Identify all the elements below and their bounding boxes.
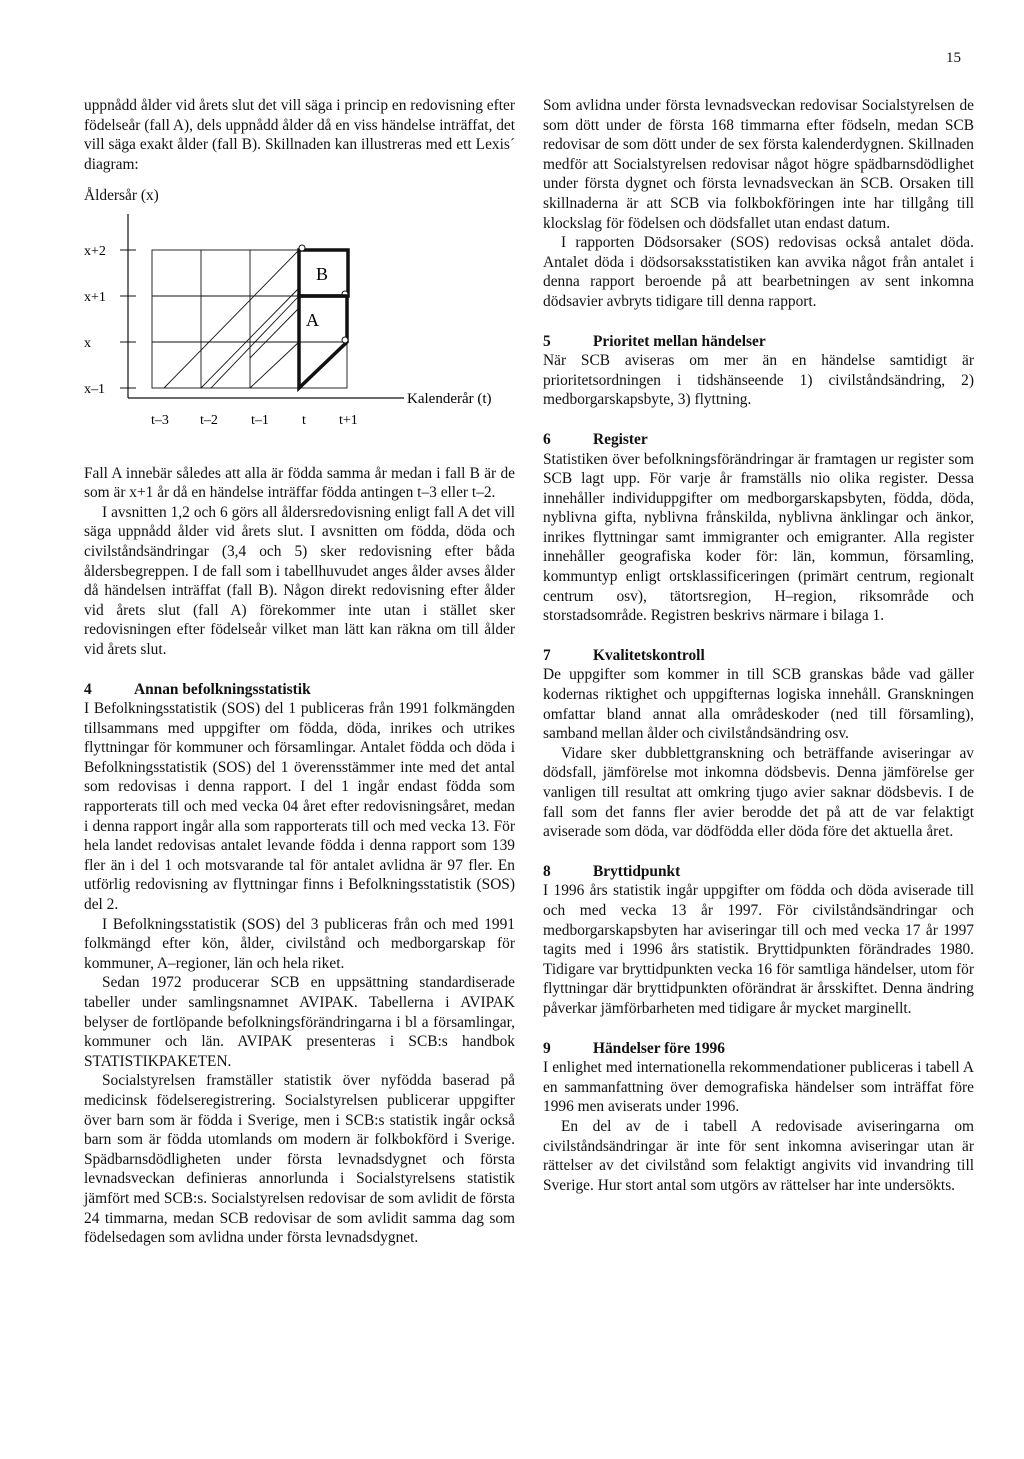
section-title: Kvalitetskontroll (593, 646, 705, 664)
section-number: 7 (543, 646, 551, 664)
life-lines (164, 250, 299, 388)
box-a-label: A (306, 309, 319, 330)
y-tick-label: x+1 (84, 289, 106, 305)
section-4-paragraph-1: I Befolkningsstatistik (SOS) del 1 publiceras från 1991 folkmängden tillsammans med uppgifter om födda, döda, inrikes och utrikes flyttningar för kommuner och församlingar. Antalet födda och döda i Befolkningsstatistik (SOS) del 1 överensstämmer inte med det antal som redovisas i denna rapport. I del 1 ingår endast födda som rapporterats till och med vecka 04 året efter redovisningsåret, medan i denna rapport ingår alla som rapporterats till och med vecka 13. För hela landet redovisas antalet levande födda i denna rapport som 139 fler än i del 1 och motsvarande tal för antalet avlidna är 97 fler. En utförlig redovisning av flyttningar finns i Befolkningsstatistik (SOS) del 2. (84, 700, 515, 914)
section-9-paragraph-2: En del av de i tabell A redovisade aviseringarna om civilståndsändringar är inte för sent inkomna aviseringar utan är rättelser av det civilstånd som felaktigt angivits vid invandring till Sverige. Hur stort antal som utgörs av rättelser har inte undersökts. (543, 1117, 974, 1194)
section-9-paragraph-1: I enlighet med internationella rekommendationer publiceras i tabell A en sammanfattning över demografiska händelser som inträffat före 1996 men aviserats under 1996. (543, 1059, 974, 1116)
x-tick-label: t–3 (151, 412, 169, 428)
section-heading-6 (543, 430, 974, 450)
section-8-paragraph-1: I 1996 års statistik ingår uppgifter om födda och döda aviserade till och med vecka 13 år 1997. För civilståndsändringar och medborgarskapsbyten har aviseringar till och med vecka 17 år 1997 tagits med i 1996 års statistik. Bryttidpunkten förändrades 1980. Tidigare var bryttidpunkten vecka 16 för samtliga händelser, utom för flyttningar där bryttidpunkten oförändrat är årsskiftet. Denna ändring påverkar jämförbarheten med tidigare år mycket marginellt. (543, 882, 974, 1017)
y-tick-label: x (84, 335, 91, 351)
section-heading-4 (84, 680, 515, 700)
section-number: 9 (543, 1039, 551, 1057)
section-title: Bryttidpunkt (593, 862, 681, 880)
x-tick-label: t (302, 412, 306, 428)
section-number: 5 (543, 332, 551, 350)
x-tick-label: t+1 (339, 412, 358, 428)
x-tick-label: t–2 (200, 412, 218, 428)
section-title: Annan befolkningsstatistik (134, 680, 311, 698)
section-number: 6 (543, 430, 551, 448)
fall-paragraph: Fall A innebär således att alla är födda samma år medan i fall B är de som är x+1 år då en händelse inträffar födda antingen t–3 eller t–2. (84, 464, 515, 502)
section-title: Händelser före 1996 (593, 1039, 725, 1057)
section-4-paragraph-4: Socialstyrelsen framställer statistik över nyfödda baserad på medicinsk födelseregistrering. Socialstyrelsen publicerar uppgifter över barn som är födda i Sverige, men i SCB:s statistik ingår också barn som är födda utomlands om modern är folkbokförd i Sverige. Spädbarnsdödligheten under första levnadsdygnet och första levnadsveckan definieras annorlunda i Socialstyrelsens statistik jämfört med SCB:s. Socialstyrelsen redovisar de som avlidit de första 24 timmarna, medan SCB redovisar de som avlidit samma dag som födelsedagen som avlidna under första levnadsdygnet. (84, 1072, 515, 1247)
section-7-paragraph-1: De uppgifter som kommer in till SCB granskas både vad gäller kodernas riktighet och uppgifternas logiska innehåll. Granskningen omfattar bland annat alla områdeskoder (ned till församling), samband mellan ålder och civilståndsändring osv. (543, 666, 974, 743)
section-number: 8 (543, 862, 551, 880)
section-heading-7 (543, 646, 974, 666)
section-title: Register (593, 430, 648, 448)
section-heading-9 (543, 1039, 974, 1059)
section-title: Prioritet mellan händelser (593, 332, 766, 350)
right-column (543, 96, 974, 1195)
section-7-paragraph-2: Vidare sker dubblettgranskning och beträffande aviseringar av dödsfall, jämförelse mot inkomna dödsbevis. Denna jämförelse ger vanligen till resultat att omkring tjugo avier saknar dödsbevis. I de fall som det fanns fler avier berodde det på att de var felaktigt aviserade som döda, var dödfödda eller döda före det aktuella året. (543, 744, 974, 841)
section-heading-5 (543, 332, 974, 352)
box-b-label: B (316, 263, 329, 284)
right-paragraph-2: I rapporten Dödsorsaker (SOS) redovisas också antalet döda. Antalet döda i dödsorsaksstatistiken kan avvika något från antalet i denna rapport beroende på att bearbetningen av sent inkomna dödsavier avbryts tidigare till denna rapport. (543, 234, 974, 310)
x-tick-label: t–1 (251, 412, 269, 428)
left-column (84, 96, 515, 1248)
section-4-paragraph-2: I Befolkningsstatistik (SOS) del 3 publiceras från och med 1991 folkmängd efter kön, ålder, civilstånd och medborgarskap för kommuner, A–regioner, län och hela riket. (84, 915, 515, 972)
section-5-paragraph-1: När SCB aviseras om mer än en händelse samtidigt är prioritetsordningen i tidshänseende 1) civilståndsändring, 2) medborgarskapsbyte, 3) flyttning. (543, 352, 974, 409)
y-tick-label: x–1 (84, 381, 105, 397)
section-6-paragraph-1: Statistiken över befolkningsförändringar är framtagen ur register som SCB lagt upp. För varje år framställs nio olika register. Dessa innehåller individuppgifter om medborgarskapsbyten, födda, döda, nyblivna gifta, nyblivna frånskilda, nyblivna änklingar och änkor, inrikes flyttningar samt immigranter och emigranter. Alla register innehåller geografiska koder för: län, kommun, församling, kommuntyp enligt ortsklassificeringen (primärt centrum, regionalt centrum osv), tätortsregion, H–region, riksområde och storstadsområde. Registren beskrivs närmare i bilaga 1. (543, 450, 974, 625)
intro-paragraph: uppnådd ålder vid årets slut det vill säga i princip en redovisning efter födelseår (fall A), dels uppnådd ålder då en viss händelse inträffat, det vill säga exakt ålder (fall B). Skillnaden kan illustreras med ett Lexis´ diagram: (84, 97, 515, 173)
section-4-paragraph-3: Sedan 1972 producerar SCB en uppsättning standardiserade tabeller under samlingsnamnet AVIPAK. Tabellerna i AVIPAK belyser de fortlöpande befolkningsförändringarna i bl a församlingar, kommuner och län. AVIPAK presenteras i SCB:s handbok STATISTIKPAKETEN. (84, 974, 515, 1070)
page-number: 15 (946, 50, 961, 66)
avsnitt-paragraph: I avsnitten 1,2 och 6 görs all åldersredovisning enligt fall A det vill säga uppnådd ålder vid årets slut. I avsnitten om födda, döda och civilståndsändringar (3,4 och 5) sker redovisning efter båda åldersbegreppen. I de fall som i tabellhuvudet anges ålder avses ålder då händelsen inträffat (fall B). Någon direkt redovisning efter ålder vid årets slut (fall A) förekommer inte utan i stället sker redovisningen efter födelseår vilket man lätt kan räkna om till ålder vid årets slut. (84, 503, 515, 658)
section-number: 4 (84, 680, 92, 698)
section-heading-8 (543, 862, 974, 882)
lexis-diagram (84, 212, 515, 444)
diagram-y-axis-label: Åldersår (x) (84, 187, 159, 205)
right-paragraph-1: Som avlidna under första levnadsveckan redovisar Socialstyrelsen de som dött under de första 168 timmarna efter födseln, medan SCB redovisar de som dött under de sex första kalenderdygnen. Skillnaden medför att Socialstyrelsen redovisar något högre spädbarnsdödlighet under första dygnet och första levnadsveckan än SCB. Orsaken till skillnaderna är att SCB via folkbokföringen inte har tillgång till klockslag för födelsen och dödsfallet utan endast datum. (543, 97, 974, 232)
y-tick-label: x+2 (84, 243, 106, 259)
diagram-x-axis-label: Kalenderår (t) (407, 390, 492, 407)
